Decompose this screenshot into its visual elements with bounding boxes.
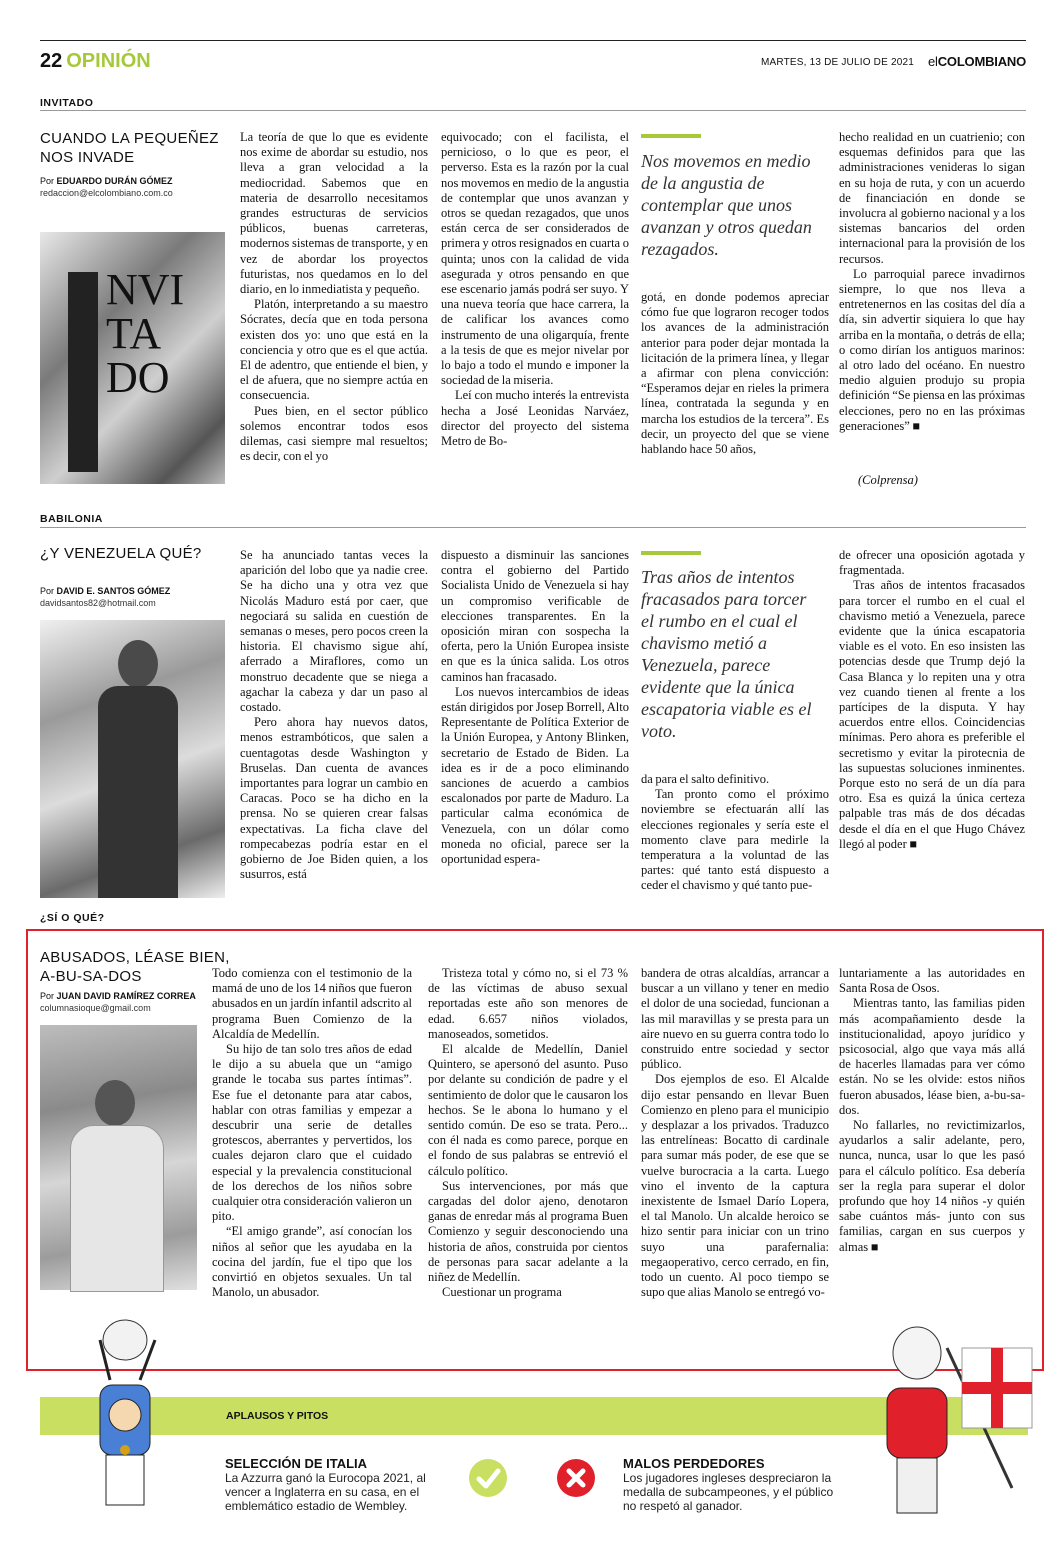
author-photo [40,1025,197,1290]
section-rule [40,110,1026,111]
invitado-badge-image [40,232,225,484]
date: MARTES, 13 DE JULIO DE 2021 [760,57,914,68]
aplauso-title: SELECCIÓN DE ITALIA [225,1456,368,1471]
article-column: equivocado; con el facilista, el pernicioso, o lo que es peor, el perverso. Esta es la razón por la cual nos movemos en medio de la angustia de contemplar que unos avanzan y otros se quedan rezagados, que unos están cerca de ser considerados de primera y otros resignados en cuarta o quinta; unos con la calidad de vida asegurada y otros pensando en que ese escenario jamás podrá ser suyo. Y una nueva teoría que hace carrera, la de calificar los avances como instrumento de una oligarquía, frente a la tesis de que es mejor nivelar por lo bajo a todo el mundo e imponer la sociedad de la miseria. Leí con mucho interés la entrevista hecha a José Leonidas Narváez, director del proyecto del sistema Metro de Bo- [441,130,629,449]
article-column: luntariamente a las autoridades en Santa Rosa de Osos. Mientras tanto, las familias piden más acompañamiento desde la institucionalidad, apoyo jurídico y psicosocial, algo que vaya más allá de hacerles llamadas para ver cómo están. No se les olvide: estos niños fueron abusados, léase bien, a-bu-sa-dos. No fallarles, no revictimizarlos, ayudarlos a salir adelante, pero, nunca, nunca, usar lo que les pasó para el cálculo político. Esa debería ser la regla para superar el dolor profundo que hoy 14 niños -y quién sabe cuántos más- junto con sus familias, cargan en sus cuerpos y almas ■ [839,966,1025,1254]
pull-quote: Tras años de intentos fracasados para torcer el rumbo en el cual el chavismo metió a Venezuela, parece evidente que la única escapatoria viable es el voto. [641,567,812,741]
section-label-si-o-que: ¿SÍ O QUÉ? [40,912,105,924]
article-column: bandera de otras alcaldías, arrancar a buscar a un villano y tener en medio el dolor de una sociedad, funcionan a las mil maravillas y se presta para un aire nuevo en su guerra contra todo lo construido entre sociedad y sector público. Dos ejemplos de eso. El Alcalde dijo estar pensando en llevar Buen Comienzo en pleno para el municipio y desplazar a los privados. Traduzco las entrelíneas: Bocatto di cardinale para sumar más poder, de ese que se vuelve burocracia a la carta. Luego vino el invento de la captura inexistente de Ismael Darío Lopera, el tal Manolo. Un alcalde heroico se hizo sentir para iniciar con un trino suyo una parafernalia: megaoperativo, cerco cerrado, en fin, todo un cuento. Al poco tiempo se supo que alias Manolo se entregó vo- [641,966,829,1300]
brand-logo: elCOLOMBIANO [928,54,1026,69]
article-column: Se ha anunciado tantas veces la aparición del lobo que ya nadie cree. Se ha dicho una y otra vez que Nicolás Maduro está por caer, que negociará su salida en cuestión de semanas o meses, pero pocos creen la historia. El chavismo sigue ahí, aferrado a Miraflores, como un monstruo decadente que se niega a agachar la cabeza y dar un paso al costado. Pero ahora hay nuevos datos, menos estrambóticos, que salen a cuentagotas desde Washington y Bruselas. Dan cuenta de avances importantes para lograr un cambio en Caracas. Poco se ha dicho en la prensa. No se quieren crear falsas expectativas. La ficha clave del rompecabezas podría estar en el gobierno de Joe Biden quien, a los susurros, está [240,548,428,882]
section-label-babilonia: BABILONIA [40,513,103,525]
author-email: redaccion@elcolombiano.com.co [40,188,173,198]
article-column: dispuesto a disminuir las sanciones contra el gobierno del Partido Socialista Unido de Venezuela si hay un compromiso verificable de elecciones transparentes. En la oposición miran con sospecha la oferta, pero la Unión Europea insiste en que es la única salida. Los otros caminos han fracasado. Los nuevos intercambios de ideas están dirigidos por Josep Borrell, Alto Representante de Política Exterior de la Unión Europea, y Antony Blinken, secretario de Estado de Biden. La idea es ir de a poco eliminando sanciones de acuerdo a cambios escalonados por parte de Maduro. La particular calma económica de Venezuela, con un dólar como moneda no oficial, parece ser la oportunidad espera- [441,548,629,867]
author-photo [40,620,225,898]
headline: ABUSADOS, LÉASE BIEN, A-BU-SA-DOS [40,949,230,985]
page-header [40,50,151,73]
section-name: OPINIÓN [66,50,151,72]
pull-quote-bar [641,134,701,138]
x-icon [557,1459,595,1497]
article-column: Todo comienza con el testimonio de la mamá de uno de los 14 niños que fueron abusados en un jardín infantil adscrito al programa Buen Comienzo de la Alcaldía de Medellín. Su hijo de tan solo tres años de edad le dijo a su abuela que un “amigo grande le tocaba sus partes íntimas”. Ese fue el detonante para atar cabos, hablar con otras familias y empezar a descubrir una serie de detalles grotescos, aberrantes y pervertidos, los cuales dejaron claro que el cuidado especial y la prevalencia constitucional de los derechos de los niños sobre cualquier otra consideración valieron un pito. “El amigo grande”, así conocían los niños al señor que les ayudaba en la cocina del jardín, fue el tipo que los convirtió en objetos sexuales. Un tal Manolo, un abusador. [212,966,412,1300]
aplauso-text: La Azzurra ganó la Eurocopa 2021, al vencer a Inglaterra en su casa, en el emblemático estadio de Wembley. [225,1471,426,1513]
byline: Por EDUARDO DURÁN GÓMEZ [40,176,173,186]
section-label-invitado: INVITADO [40,97,94,109]
credit: (Colprensa) [858,473,918,487]
section-rule [40,527,1026,528]
article-column: gotá, en donde podemos apreciar cómo fue que lograron recoger todos los avances de la administración anterior para poder dejar montada la licitación de la primera línea, y llegar a afirmar con plena convicción: “Esperamos dejar en rieles la primera línea, contratada la segunda y en marcha los estudios de la tercera”. Es decir, un proyecto del que se viene hablando hace 50 años, [641,290,829,457]
article-column: Tristeza total y cómo no, si el 73 % de las víctimas de abuso sexual reportadas este año son menores de edad. 6.657 niños violados, manoseados, sometidos. El alcalde de Medellín, Daniel Quintero, se apersonó del asunto. Puso por delante su condición de padre y el sentimiento de dolor que le causaron los hechos. Se le abona lo humano y el sentido común. De eso se trata. Pero... con él nada es como parece, porque en el fondo de sus palabras se entrevió el cálculo político. Sus intervenciones, por más que cargadas del dolor ajeno, denotaron ganas de enredar más al programa Buen Comienzo y seguir desconociendo una historia de años, construida por cientos de personas para sacar adelante a la niñez de Medellín. Cuestionar un programa [428,966,628,1300]
headline: CUANDO LA PEQUEÑEZ NOS INVADE [40,130,219,166]
pito-text: Los jugadores ingleses despreciaron la medalla de subcampeones, y el público no respetó al ganador. [623,1471,834,1513]
headline: ¿Y VENEZUELA QUÉ? [40,545,202,562]
article-column: La teoría de que lo que es evidente nos exime de abordar su estudio, nos lleva a gran velocidad a la mediocridad. Sabemos que en materia de desarrollo necesitamos grandes estructuras de servicios públicos, buenas carreteras, modernos sistemas de transporte, y en vez de abordar los proyectos futuristas, nos quedamos en lo del diario, en lo inmediatista y pequeño. Platón, interpretando a su maestro Sócrates, decía que en toda persona existen dos yo: uno que está en la conciencia y otro que es el que actúa. El de adentro, que entiende el bien, y el de afuera, que no siempre actúa en consecuencia. Pues bien, en el sector público solemos encontrar todos esos dilemas, casi siempre mal resueltos; es decir, con el yo [240,130,428,464]
pull-quote: Nos movemos en medio de la angustia de contemplar que unos avanzan y otros quedan rezagados. [641,151,812,259]
byline: Por JUAN DAVID RAMÍREZ CORREA [40,991,196,1001]
badge-bar [68,272,98,472]
badge-word: NVI TA DO [106,265,185,402]
check-icon [469,1459,507,1497]
italia-player-illustration [70,1290,190,1520]
author-email: davidsantos82@hotmail.com [40,598,156,608]
page-number: 22 [40,50,63,72]
top-rule [40,40,1026,41]
byline: Por DAVID E. SANTOS GÓMEZ [40,586,171,596]
pull-quote-bar [641,551,701,555]
pito-title: MALOS PERDEDORES [623,1456,765,1471]
article-column: hecho realidad en un cuatrienio; con esquemas definidos para que las administraciones venideras lo sigan en su hoja de ruta, y con un acuerdo de financiación en donde se involucra al gobierno nacional y a los sistemas bancarios del orden internacional para la provisión de los recursos. Lo parroquial parece invadirnos siempre, lo que nos lleva a entretenernos en las cositas del día a día, sin advertir siquiera lo que hay arriba en la montaña, o detrás de ella; o como dirían los antiguos marinos: al otro lado del océano. En nuestro medio alguien produjo su propia definición “Se piensa en las próximas elecciones, pero no en las próximas generaciones” ■ [839,130,1025,433]
aplausos-title: APLAUSOS Y PITOS [226,1410,329,1422]
article-column: de ofrecer una oposición agotada y fragmentada. Tras años de intentos fracasados para torcer el rumbo en el cual el chavismo metió a Venezuela, parece evidente que la única escapatoria viable es el voto. En eso insisten las potencias desde que Trump dejó la Casa Blanca y lo repiten una y otra vez cuando tienen al frente a los partícipes de la disputa. Y hay acuerdos entre ellos. Coincidencias mínimas. Pero ahora es preferible el secretismo y evitar la pirotecnia de las supuestas soluciones inminentes. Porque esto no será de un día para otro. Esa es quizá la única certeza palpable tras más de dos décadas desde el día en el que Hugo Chávez llegó al poder ■ [839,548,1025,851]
article-column: da para el salto definitivo. Tan pronto como el próximo noviembre se efectuarán allí las elecciones regionales y sería este el momento clave para medirle la temperatura a la voluntad de las partes: qué tanto está dispuesto a ceder el chavismo y qué tanto pue- [641,772,829,893]
england-fan-illustration [862,1308,1042,1528]
author-email: columnasioque@gmail.com [40,1003,151,1013]
